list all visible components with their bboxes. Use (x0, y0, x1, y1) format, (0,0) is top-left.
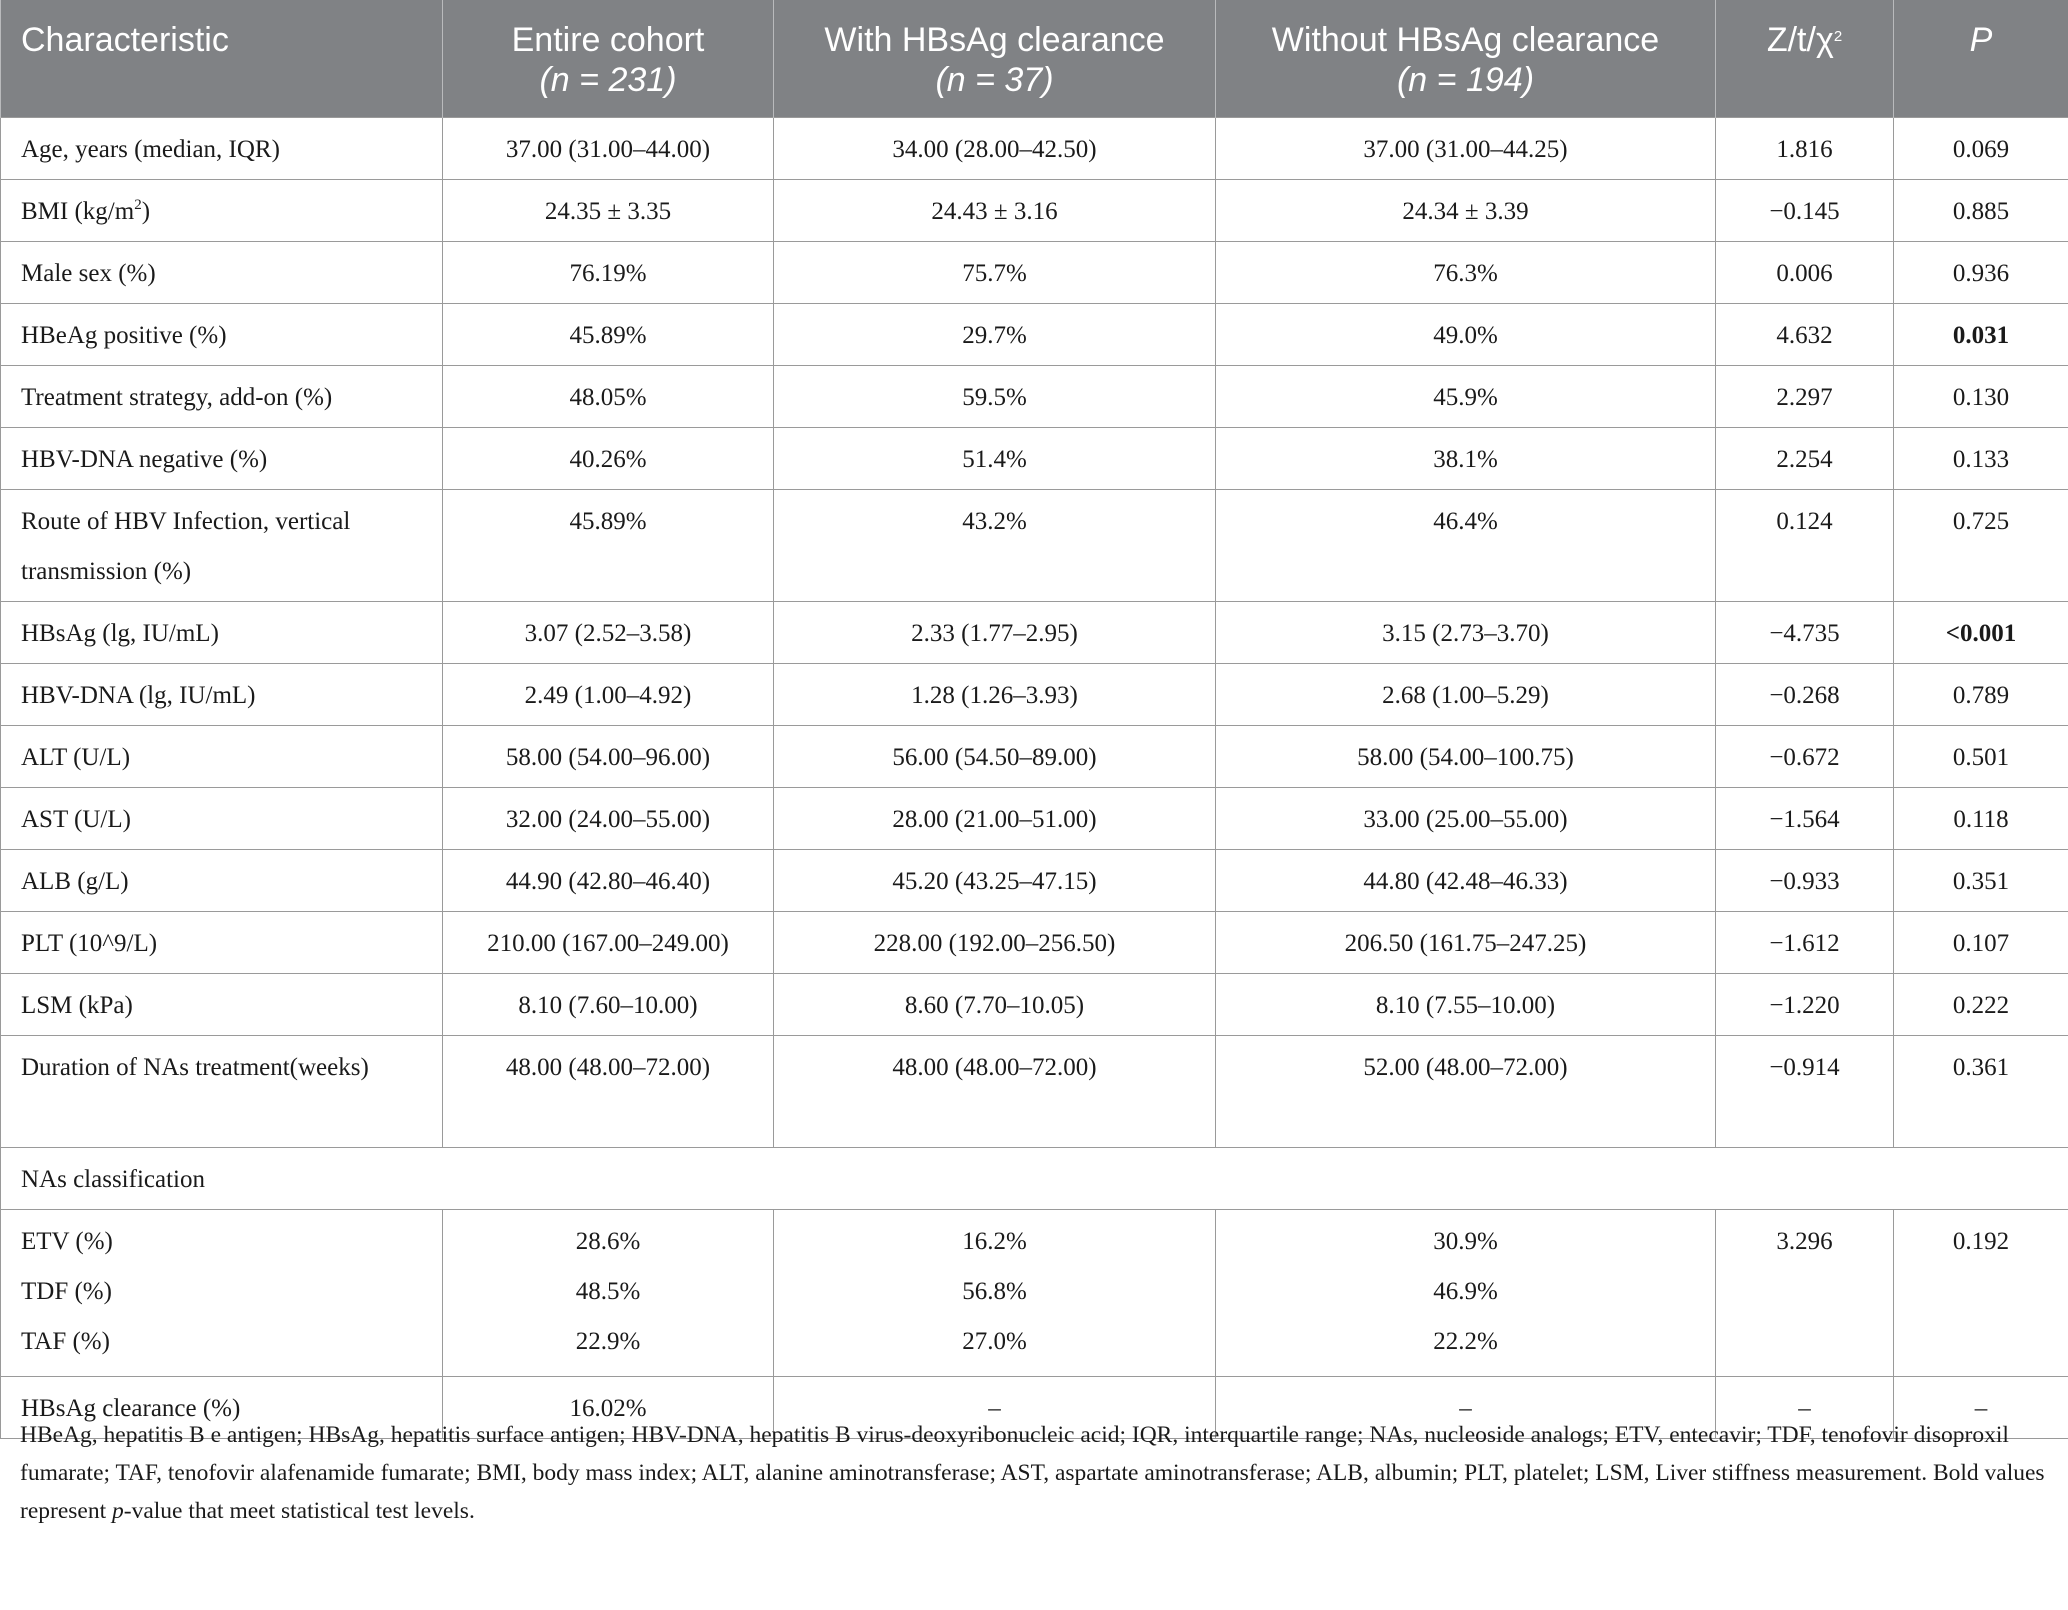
header-with-clearance: With HBsAg clearance (n = 37) (774, 0, 1216, 117)
cell-p-significant: 0.031 (1894, 303, 2068, 365)
row-label: Male sex (%) (1, 241, 443, 303)
cell-without: 206.50 (161.75–247.25) (1216, 911, 1716, 973)
table-row-nas (1, 1209, 2068, 1376)
cell-p: 0.501 (1894, 725, 2068, 787)
table-row (1, 1035, 2068, 1147)
row-label: PLT (10^9/L) (1, 911, 443, 973)
cell-with: 34.00 (28.00–42.50) (774, 117, 1216, 179)
cell-without: 38.1% (1216, 427, 1716, 489)
cell-with: 29.7% (774, 303, 1216, 365)
nas-label-taf: TAF (%) (21, 1327, 110, 1355)
cell-entire: 48.00 (48.00–72.00) (443, 1035, 774, 1147)
cell-p: 0.130 (1894, 365, 2068, 427)
cell-statistic: 1.816 (1716, 117, 1894, 179)
table-row (1, 787, 2068, 849)
row-label: Age, years (median, IQR) (1, 117, 443, 179)
header-entire-cohort: Entire cohort (n = 231) (443, 0, 774, 117)
table-row (1, 179, 2068, 241)
cell-entire: 16.02% (443, 1376, 774, 1438)
cell-without: 2.68 (1.00–5.29) (1216, 663, 1716, 725)
table-header-row (1, 0, 2068, 117)
cell-p: 0.133 (1894, 427, 2068, 489)
cell-without: 24.34 ± 3.39 (1216, 179, 1716, 241)
table-row (1, 601, 2068, 663)
section-heading: NAs classification (1, 1147, 2068, 1209)
cell-statistic: −1.612 (1716, 911, 1894, 973)
cell-statistic: – (1716, 1376, 1894, 1438)
row-label: Route of HBV Infection, vertical transmission (%) (1, 489, 443, 601)
cell-with: 45.20 (43.25–47.15) (774, 849, 1216, 911)
cell-entire: 45.89% (443, 303, 774, 365)
nas-entire: 28.6% 48.5% 22.9% (443, 1209, 774, 1376)
cell-without: 49.0% (1216, 303, 1716, 365)
nas-labels (1, 1209, 443, 1376)
header-p-value: P (1894, 0, 2068, 117)
nas-without: 30.9% 46.9% 22.2% (1216, 1209, 1716, 1376)
table-row (1, 911, 2068, 973)
cell-without: 76.3% (1216, 241, 1716, 303)
cell-statistic: −0.145 (1716, 179, 1894, 241)
table-row (1, 973, 2068, 1035)
row-label: HBeAg positive (%) (1, 303, 443, 365)
cell-p: 0.936 (1894, 241, 2068, 303)
row-label: HBV-DNA negative (%) (1, 427, 443, 489)
table-row (1, 725, 2068, 787)
table-row (1, 365, 2068, 427)
cell-p: 0.118 (1894, 787, 2068, 849)
cell-without: – (1216, 1376, 1716, 1438)
cell-with: 228.00 (192.00–256.50) (774, 911, 1216, 973)
cell-statistic: 0.006 (1716, 241, 1894, 303)
cell-entire: 3.07 (2.52–3.58) (443, 601, 774, 663)
nas-label-tdf: TDF (%) (21, 1277, 112, 1305)
cell-without: 46.4% (1216, 489, 1716, 601)
cell-with: 59.5% (774, 365, 1216, 427)
row-label: Duration of NAs treatment(weeks) (1, 1035, 443, 1147)
table-row (1, 489, 2068, 601)
row-label: AST (U/L) (1, 787, 443, 849)
table-footnote: HBeAg, hepatitis B e antigen; HBsAg, hepatitis surface antigen; HBV-DNA, hepatitis B virus-deoxyribonucleic acid; IQR, interquartile range; NAs, nucleoside analogs; ETV, entecavir; TDF, tenofovir disoproxil fumarate; TAF, tenofovir alafenamide fumarate; BMI, body mass index; ALT, alanine aminotransferase; AST, aspartate aminotransferase; ALB, albumin; PLT, platelet; LSM, Liver stiffness measurement. Bold values represent p-value that meet statistical test levels. (20, 1422, 2045, 1524)
row-label: HBsAg clearance (%) (1, 1376, 443, 1438)
table-row (1, 427, 2068, 489)
cell-p: 0.069 (1894, 117, 2068, 179)
cell-entire: 48.05% (443, 365, 774, 427)
cell-with: 48.00 (48.00–72.00) (774, 1035, 1216, 1147)
cell-statistic: −1.220 (1716, 973, 1894, 1035)
cell-entire: 32.00 (24.00–55.00) (443, 787, 774, 849)
cell-statistic: 2.297 (1716, 365, 1894, 427)
header-test-statistic: $Z/t/\chi^2$ (1716, 0, 1894, 117)
cell-entire: 210.00 (167.00–249.00) (443, 911, 774, 973)
cell-entire: 76.19% (443, 241, 774, 303)
cell-statistic: −0.268 (1716, 663, 1894, 725)
cell-entire: 45.89% (443, 489, 774, 601)
row-label: ALB (g/L) (1, 849, 443, 911)
cell-entire: 37.00 (31.00–44.00) (443, 117, 774, 179)
cell-p: – (1894, 1376, 2068, 1438)
row-label: LSM (kPa) (1, 973, 443, 1035)
cell-statistic: 0.124 (1716, 489, 1894, 601)
cell-without: 45.9% (1216, 365, 1716, 427)
cell-with: 43.2% (774, 489, 1216, 601)
table-row (1, 663, 2068, 725)
cell-with: 1.28 (1.26–3.93) (774, 663, 1216, 725)
cell-p: 0.361 (1894, 1035, 2068, 1147)
cell-without: 37.00 (31.00–44.25) (1216, 117, 1716, 179)
cell-with: 8.60 (7.70–10.05) (774, 973, 1216, 1035)
row-label: BMI $(kg/m^2)$ (1, 179, 443, 241)
cell-statistic: −0.914 (1716, 1035, 1894, 1147)
cell-entire: 44.90 (42.80–46.40) (443, 849, 774, 911)
cell-p-significant: <0.001 (1894, 601, 2068, 663)
cell-with: 75.7% (774, 241, 1216, 303)
cell-with: – (774, 1376, 1216, 1438)
cell-statistic: −4.735 (1716, 601, 1894, 663)
row-label: HBV-DNA (lg, IU/mL) (1, 663, 443, 725)
nas-statistic: 3.296 (1716, 1209, 1894, 1376)
cell-with: 24.43 ± 3.16 (774, 179, 1216, 241)
section-row-nas-classification (1, 1147, 2068, 1209)
cell-with: 2.33 (1.77–2.95) (774, 601, 1216, 663)
cell-p: 0.725 (1894, 489, 2068, 601)
cell-entire: 58.00 (54.00–96.00) (443, 725, 774, 787)
cell-statistic: −0.933 (1716, 849, 1894, 911)
table-row (1, 117, 2068, 179)
header-without-n: (n = 194) (1396, 61, 1535, 99)
nas-p: 0.192 (1894, 1209, 2068, 1376)
cell-with: 56.00 (54.50–89.00) (774, 725, 1216, 787)
cell-entire: 8.10 (7.60–10.00) (443, 973, 774, 1035)
cell-without: 52.00 (48.00–72.00) (1216, 1035, 1716, 1147)
cell-p: 0.351 (1894, 849, 2068, 911)
table-row (1, 303, 2068, 365)
cell-entire: 24.35 ± 3.35 (443, 179, 774, 241)
cell-p: 0.885 (1894, 179, 2068, 241)
cell-statistic: 2.254 (1716, 427, 1894, 489)
cell-entire: 2.49 (1.00–4.92) (443, 663, 774, 725)
cell-without: 8.10 (7.55–10.00) (1216, 973, 1716, 1035)
header-without-clearance: Without HBsAg clearance (n = 194) (1216, 0, 1716, 117)
header-entire-n: (n = 231) (539, 61, 677, 99)
row-label: HBsAg (lg, IU/mL) (1, 601, 443, 663)
cell-with: 28.00 (21.00–51.00) (774, 787, 1216, 849)
cell-without: 58.00 (54.00–100.75) (1216, 725, 1716, 787)
cell-without: 44.80 (42.48–46.33) (1216, 849, 1716, 911)
row-label: Treatment strategy, add-on (%) (1, 365, 443, 427)
cell-statistic: −0.672 (1716, 725, 1894, 787)
table-row (1, 241, 2068, 303)
header-with-n: (n = 37) (935, 61, 1054, 99)
header-characteristic: Characteristic (1, 0, 443, 117)
cell-p: 0.222 (1894, 973, 2068, 1035)
cell-entire: 40.26% (443, 427, 774, 489)
row-label: ALT (U/L) (1, 725, 443, 787)
cell-statistic: −1.564 (1716, 787, 1894, 849)
nas-with: 16.2% 56.8% 27.0% (774, 1209, 1216, 1376)
cell-without: 33.00 (25.00–55.00) (1216, 787, 1716, 849)
table-row (1, 849, 2068, 911)
cell-p: 0.107 (1894, 911, 2068, 973)
cell-with: 51.4% (774, 427, 1216, 489)
cell-p: 0.789 (1894, 663, 2068, 725)
nas-label-etv: ETV (%) (21, 1227, 113, 1255)
cell-without: 3.15 (2.73–3.70) (1216, 601, 1716, 663)
cell-statistic: 4.632 (1716, 303, 1894, 365)
